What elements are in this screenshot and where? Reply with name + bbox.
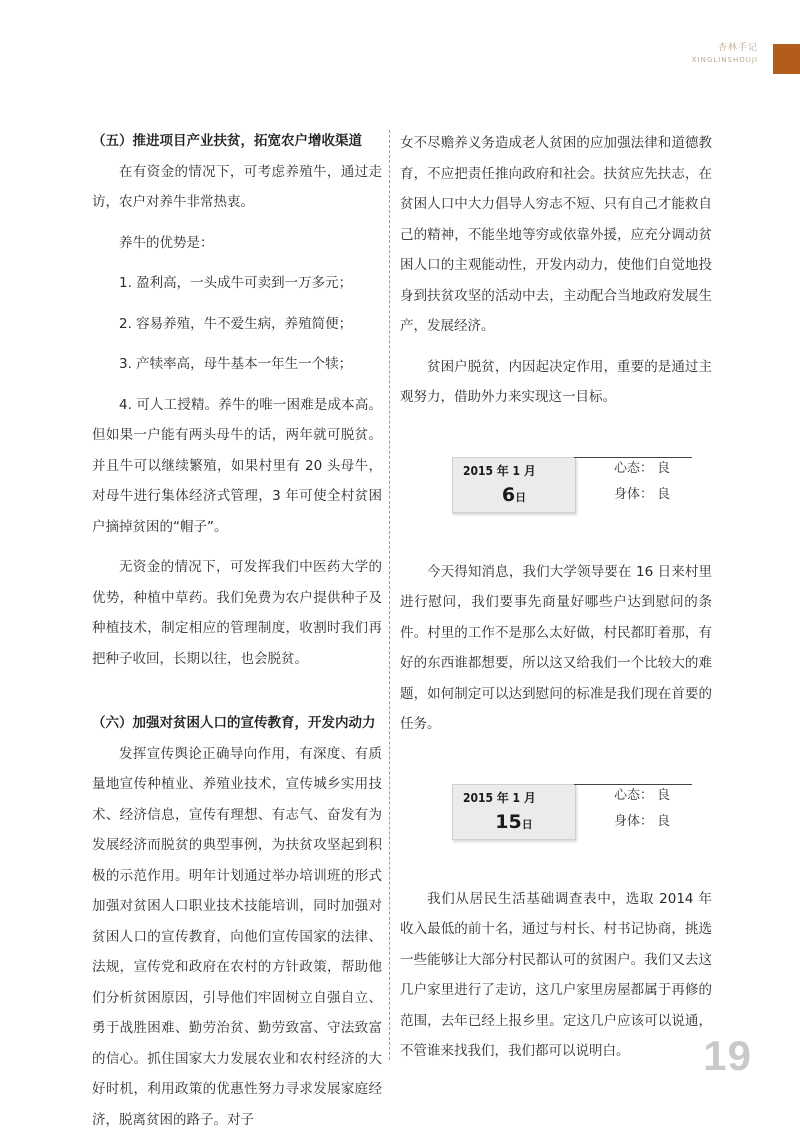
diary-day: [453, 809, 575, 838]
diary-body: [614, 487, 670, 503]
diary-day: [453, 482, 575, 511]
diary-entry-text: 我们从居民生活基础调查表中，选取 2014 年收入最低的前十名，通过与村长、村书记协商，挑选一些能够让大部分村民都认可的贫困户。我们又去这几户家里进行了走访，这几户家里房屋都属于再修的范围，去年已经上报乡里。定这几户应该可以说通，不管谁来找我们，我们都可以说明白。: [400, 884, 712, 1067]
right-column: [400, 128, 712, 1067]
diary-date-block: [452, 784, 692, 840]
section-heading-6: （六）加强对贫困人口的宣传教育，开发内动力: [92, 708, 382, 739]
header-color-tab: [773, 44, 800, 74]
diary-day-number: 15: [495, 811, 521, 833]
mood-label: 心态：: [614, 788, 653, 803]
diary-body: [614, 814, 670, 830]
diary-entry-text: 今天得知消息，我们大学领导要在 16 日来村里进行慰问，我们要事先商量好哪些户达到慰问的条件。村里的工作不是那么太好做，村民都盯着那，有好的东西谁都想要，所以这又给我们一个比较大的难题，如何制定可以达到慰问的标准是我们现在首要的任务。: [400, 557, 712, 740]
diary-year-month: 2015 年 1 月: [463, 464, 536, 478]
paragraph: 养牛的优势是：: [92, 228, 382, 259]
body-label: 身体：: [614, 487, 653, 502]
mood-value: 良: [657, 461, 670, 476]
header-brand: [692, 44, 758, 64]
page-number: 19: [703, 1032, 752, 1080]
diary-rule: [574, 784, 692, 785]
diary-day-suffix: 日: [515, 491, 526, 504]
body-value: 良: [657, 487, 670, 502]
mood-label: 心态：: [614, 461, 653, 476]
left-column: [92, 126, 382, 1135]
diary-day-suffix: 日: [522, 818, 533, 831]
paragraph: 在有资金的情况下，可考虑养殖牛，通过走访，农户对养牛非常热衷。: [92, 157, 382, 218]
diary-year-month: 2015 年 1 月: [463, 791, 536, 805]
diary-day-number: 6: [502, 484, 515, 506]
list-item: 1. 盈利高，一头成牛可卖到一万多元；: [92, 268, 382, 299]
diary-date-block: [452, 457, 692, 513]
list-item: 4. 可人工授精。养牛的唯一困难是成本高。但如果一户能有两头母牛的话，两年就可脱贫。并且牛可以继续繁殖，如果村里有 20 头母牛，对母牛进行集体经济式管理，3 年可使全村贫困户摘掉贫困的“帽子”。: [92, 390, 382, 543]
list-item: 2. 容易养殖，牛不爱生病，养殖简便；: [92, 309, 382, 340]
mood-value: 良: [657, 788, 670, 803]
paragraph: 发挥宣传舆论正确导向作用，有深度、有质量地宣传种植业、养殖业技术，宣传城乡实用技术、经济信息，宣传有理想、有志气、奋发有为发展经济而脱贫的典型事例，为扶贫攻坚起到积极的示范作用。明年计划通过举办培训班的形式加强对贫困人口职业技术技能培训，同时加强对贫困人口的宣传教育，向他们宣传国家的法律、法规，宣传党和政府在农村的方针政策，帮助他们分析贫困原因，引导他们牢固树立自强自立、勇于战胜困难、勤劳治贫、勤劳致富、守法致富的信心。抓住国家大力发展农业和农村经济的大好时机，利用政策的优惠性努力寻求发展家庭经济，脱离贫困的路子。对子: [92, 739, 382, 1135]
column-divider: [389, 130, 390, 1060]
body-label: 身体：: [614, 814, 653, 829]
paragraph: 无资金的情况下，可发挥我们中医药大学的优势，种植中草药。我们免费为农户提供种子及种植技术，制定相应的管理制度，收割时我们再把种子收回，长期以往，也会脱贫。: [92, 552, 382, 674]
diary-rule: [574, 457, 692, 458]
diary-mood: [614, 788, 670, 804]
diary-date-box: [452, 784, 576, 840]
diary-date-box: [452, 457, 576, 513]
paragraph: 女不尽赡养义务造成老人贫困的应加强法律和道德教育，不应把责任推向政府和社会。扶贫应先扶志，在贫困人口中大力倡导人穷志不短、只有自己才能救自己的精神，不能坐地等穷或依靠外援，应充分调动贫困人口的主观能动性，开发内动力，使他们自觉地投身到扶贫攻坚的活动中去，主动配合当地政府发展生产，发展经济。: [400, 128, 712, 342]
body-value: 良: [657, 814, 670, 829]
section-heading-5: （五）推进项目产业扶贫，拓宽农户增收渠道: [92, 126, 382, 157]
paragraph: 贫困户脱贫，内因起决定作用，重要的是通过主观努力，借助外力来实现这一目标。: [400, 352, 712, 413]
brand-cn: 杏林手记: [692, 44, 758, 53]
brand-en: XINGLINSHOUJI: [692, 57, 758, 64]
diary-mood: [614, 461, 670, 477]
list-item: 3. 产犊率高，母牛基本一年生一个犊；: [92, 349, 382, 380]
